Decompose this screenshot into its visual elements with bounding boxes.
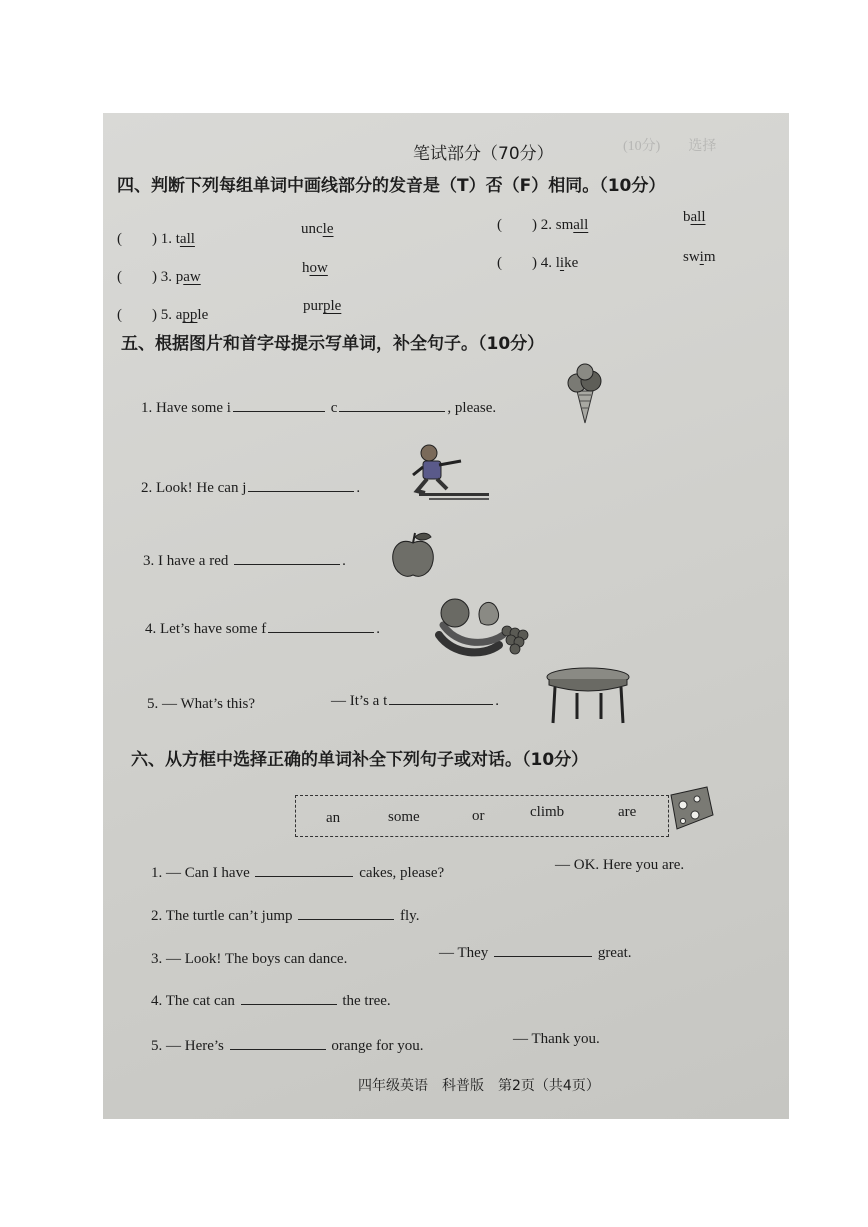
section5-heading: 五、根据图片和首字母提示写单词，补全句子。（10分） — [121, 334, 545, 354]
answer-blank[interactable] — [234, 563, 340, 565]
s6-item-1: 1. — Can I have cakes, please? — [151, 865, 445, 881]
s6-item-2: 2. The turtle can’t jump fly. — [151, 908, 420, 924]
cheese-picture — [667, 785, 717, 833]
answer-blank[interactable] — [230, 1048, 326, 1050]
box-word: or — [472, 808, 485, 824]
apple-picture — [389, 529, 437, 581]
word-box — [295, 795, 669, 837]
answer-bracket[interactable]: ( ) — [117, 307, 157, 323]
page-title: 笔试部分（70分） — [413, 144, 554, 164]
s6-item-4: 4. The cat can the tree. — [151, 993, 391, 1009]
answer-blank[interactable] — [298, 918, 394, 920]
bleed-through: (10分) 选择 — [623, 139, 717, 154]
s6-item-3: 3. — Look! The boys can dance. — [151, 951, 348, 967]
s5-item-4: 4. Let’s have some f . — [145, 621, 380, 637]
answer-blank[interactable] — [494, 955, 592, 957]
answer-bracket[interactable]: ( ) — [497, 217, 537, 233]
answer-bracket[interactable]: ( ) — [117, 269, 157, 285]
exam-page — [103, 113, 789, 1119]
section6-heading: 六、从方框中选择正确的单词补全下列句子或对话。（10分） — [131, 750, 589, 770]
answer-blank[interactable] — [389, 703, 493, 705]
s4-item-5: ( ) 5. apple — [117, 307, 209, 323]
answer-blank[interactable] — [268, 631, 374, 633]
fruit-picture — [433, 595, 529, 661]
box-word: some — [388, 809, 420, 825]
answer-bracket[interactable]: ( ) — [117, 231, 157, 247]
box-word: an — [326, 810, 341, 826]
s4-item-3: ( ) 3. paw — [117, 269, 201, 285]
s4-item-4: ( ) 4. like — [497, 255, 579, 271]
section4-heading: 四、判断下列每组单词中画线部分的发音是（T）否（F）相同。（10分） — [117, 176, 666, 196]
page-footer: 四年级英语 科普版 第2页（共4页） — [358, 1078, 600, 1094]
table-picture — [545, 665, 631, 725]
s5-item-3: 3. I have a red . — [143, 553, 346, 569]
s4-word2-4: swim — [683, 249, 716, 265]
s6-item-5: 5. — Here’s orange for you. — [151, 1038, 424, 1054]
s6-item-5-reply: — Thank you. — [513, 1031, 600, 1047]
s4-word2-3: how — [302, 260, 328, 276]
jumping-boy-picture — [409, 443, 491, 505]
answer-bracket[interactable]: ( ) — [497, 255, 537, 271]
s5-item-1: 1. Have some i c , please. — [141, 400, 497, 416]
s4-word2-5: purple — [303, 298, 342, 314]
box-word: climb — [530, 804, 565, 820]
answer-blank[interactable] — [241, 1003, 337, 1005]
answer-blank[interactable] — [255, 875, 353, 877]
s5-item-5-answer: — It’s a t . — [331, 693, 499, 709]
s6-item-3-reply: — They great. — [439, 945, 632, 961]
s5-item-5: 5. — What’s this? — [147, 696, 256, 712]
s4-item-1: ( ) 1. tall — [117, 231, 195, 247]
s4-word2-2: ball — [683, 209, 706, 225]
ice-cream-picture — [563, 363, 607, 427]
s5-item-2: 2. Look! He can j . — [141, 480, 361, 496]
s4-item-2: ( ) 2. small — [497, 217, 589, 233]
answer-blank[interactable] — [248, 490, 354, 492]
box-word: are — [618, 804, 637, 820]
answer-blank[interactable] — [233, 410, 325, 412]
s6-item-1-reply: — OK. Here you are. — [555, 857, 685, 873]
s4-word2-1: uncle — [301, 221, 334, 237]
answer-blank[interactable] — [339, 410, 445, 412]
